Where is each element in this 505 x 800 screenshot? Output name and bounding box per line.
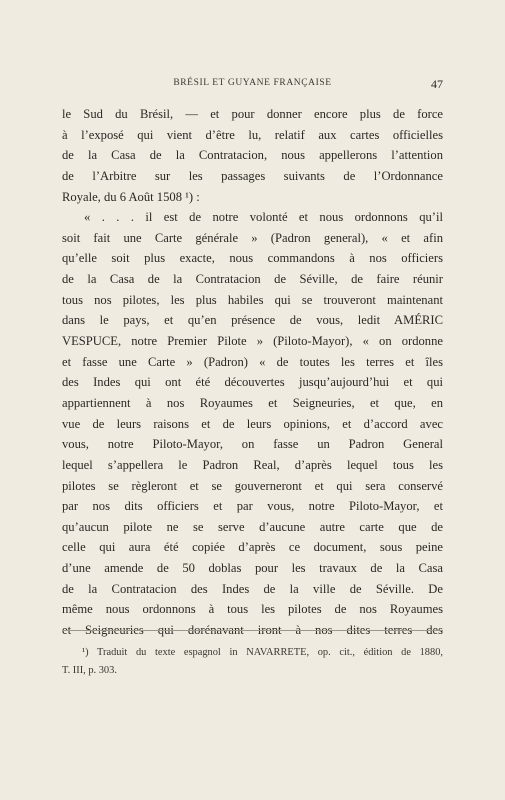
running-title: BRÉSIL ET GUYANE FRANÇAISE bbox=[173, 78, 332, 88]
text-line: « . . . il est de notre volonté et nous ordonnons qu’il bbox=[84, 210, 443, 225]
text-line: lequel s’appellera le Padron Real, d’après lequel tous les bbox=[62, 457, 443, 472]
text-line: même nous ordonnons à tous les pilotes de nos Royaumes bbox=[62, 602, 443, 617]
text-line: par nos dits officiers et par vous, notre Piloto-Mayor, et bbox=[62, 499, 443, 514]
text-line: vue de leurs raisons et de leurs opinions, et d’accord avec bbox=[62, 416, 443, 431]
text-line: Royale, du 6 Août 1508 ¹) : bbox=[62, 189, 200, 204]
text-line: VESPUCE, notre Premier Pilote » (Piloto-Mayor), « on ordonne bbox=[62, 334, 443, 349]
text-line: des Indes qui ont été découvertes jusqu’aujourd’hui et qui bbox=[62, 375, 443, 390]
text-line: soit fait une Carte générale » (Padron general), « et afin bbox=[62, 230, 443, 245]
text-line: à l’exposé qui vient d’être lu, relatif aux cartes officielles bbox=[62, 127, 443, 142]
text-line: celle qui aura été copiée d’après ce document, sous peine bbox=[62, 540, 443, 555]
body-text bbox=[62, 104, 443, 641]
text-line: qu’elle soit plus exacte, nous commandons à nos officiers bbox=[62, 251, 443, 266]
footnote-line: ¹) Traduit du texte espagnol in NAVARRETE, op. cit., édition de 1880, bbox=[82, 647, 443, 658]
text-line: et fasse une Carte » (Padron) « de toutes les terres et îles bbox=[62, 354, 443, 369]
text-line: de la Contratacion des Indes de la ville de Séville. De bbox=[62, 581, 443, 596]
page-number: 47 bbox=[431, 77, 443, 91]
text-line: de la Casa de la Contratacion, nous appellerons l’attention bbox=[62, 148, 443, 163]
text-line: tous nos pilotes, les plus habiles qui se trouveront maintenant bbox=[62, 292, 443, 307]
text-line: de l’Arbitre sur les passages suivants de l’Ordonnance bbox=[62, 168, 443, 183]
footnote-line: T. III, p. 303. bbox=[62, 665, 117, 676]
text-line: et Seigneuries qui dorénavant iront à nos dites terres des bbox=[62, 623, 443, 638]
text-line: vous, notre Piloto-Mayor, on fasse un Padron General bbox=[62, 437, 443, 452]
text-line: appartiennent à nos Royaumes et Seigneuries, et que, en bbox=[62, 395, 443, 410]
text-line: pilotes se règleront et se gouverneront et qui sera conservé bbox=[62, 478, 443, 493]
page-header bbox=[62, 78, 443, 92]
text-line: d’une amende de 50 doblas pour les travaux de la Casa bbox=[62, 561, 443, 576]
text-line: le Sud du Brésil, — et pour donner encore plus de force bbox=[62, 107, 443, 121]
text-line: dans le pays, et qu’en présence de vous, ledit AMÉRIC bbox=[62, 313, 443, 328]
footnote-divider bbox=[62, 630, 443, 631]
text-line: qu’aucun pilote ne se serve d’aucune autre carte que de bbox=[62, 519, 443, 534]
footnotes bbox=[62, 644, 443, 680]
text-line: de la Casa de la Contratacion de Séville, de faire réunir bbox=[62, 272, 443, 287]
